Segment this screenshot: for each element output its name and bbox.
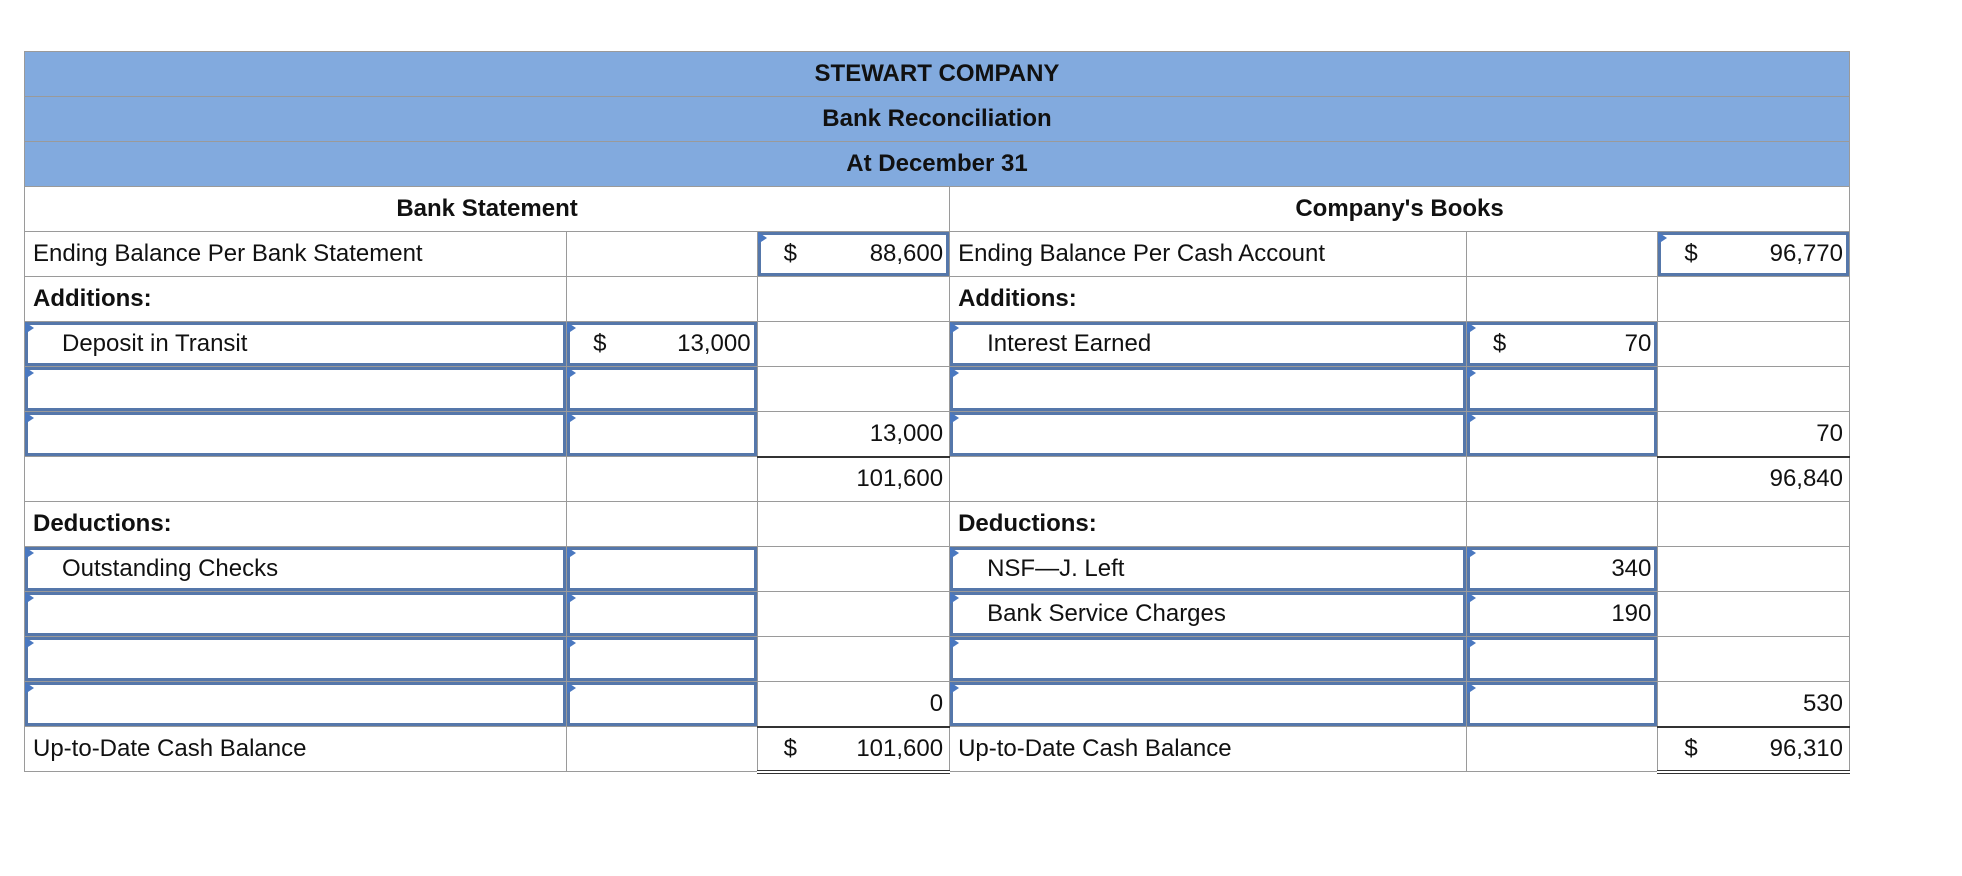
books-deduction-desc-input[interactable]: NSF—J. Left (950, 547, 1467, 592)
books-additions-label: Additions: (950, 277, 1467, 322)
report-title: Bank Reconciliation (25, 97, 1850, 142)
books-deductions-label: Deductions: (950, 502, 1467, 547)
bank-addition-desc-input[interactable]: Deposit in Transit (25, 322, 567, 367)
empty-cell (1466, 277, 1658, 322)
currency-symbol: $ (1684, 240, 1698, 267)
books-uptodate-label: Up-to-Date Cash Balance (950, 727, 1467, 772)
books-ending-value: 96,770 (1769, 240, 1843, 267)
empty-cell (1658, 322, 1850, 367)
books-deduction-desc-input[interactable]: Bank Service Charges (950, 592, 1467, 637)
books-addition-desc-input[interactable] (950, 367, 1467, 412)
empty-cell (1658, 502, 1850, 547)
bank-uptodate-label: Up-to-Date Cash Balance (25, 727, 567, 772)
empty-cell (757, 637, 950, 682)
books-deduction-amount-input[interactable] (1466, 682, 1658, 727)
empty-cell (757, 277, 950, 322)
books-uptodate-balance (1658, 727, 1850, 772)
bank-ending-label: Ending Balance Per Bank Statement (25, 232, 567, 277)
books-deduction-desc-input[interactable] (950, 682, 1467, 727)
bank-additions-total: 13,000 (757, 412, 950, 457)
bank-addition-amount-input[interactable] (567, 367, 757, 412)
books-addition-desc-input[interactable]: Interest Earned (950, 322, 1467, 367)
company-books-header: Company's Books (950, 187, 1850, 232)
empty-cell (1658, 547, 1850, 592)
bank-statement-header: Bank Statement (25, 187, 950, 232)
company-name: STEWART COMPANY (25, 52, 1850, 97)
bank-deduction-desc-input[interactable] (25, 592, 567, 637)
books-ending-input[interactable] (1658, 232, 1850, 277)
bank-uptodate-value: 101,600 (856, 734, 944, 762)
books-addition-amount: 70 (1624, 330, 1652, 357)
empty-cell (757, 322, 950, 367)
currency-symbol: $ (783, 240, 797, 267)
books-uptodate-value: 96,310 (1769, 734, 1843, 762)
bank-subtotal: 101,600 (757, 457, 950, 502)
bank-reconciliation-table (24, 51, 1850, 774)
empty-cell (1466, 502, 1658, 547)
books-deduction-amount-input[interactable]: 190 (1466, 592, 1658, 637)
empty-cell (1658, 367, 1850, 412)
bank-addition-amount-input[interactable] (567, 322, 757, 367)
bank-addition-amount-input[interactable] (567, 412, 757, 457)
empty-cell (567, 277, 757, 322)
books-deduction-amount-input[interactable] (1466, 637, 1658, 682)
empty-cell (25, 457, 567, 502)
bank-deduction-desc-input[interactable]: Outstanding Checks (25, 547, 567, 592)
books-ending-label: Ending Balance Per Cash Account (950, 232, 1467, 277)
empty-cell (1466, 727, 1658, 772)
empty-cell (757, 502, 950, 547)
books-addition-amount-input[interactable] (1466, 322, 1658, 367)
empty-cell (1658, 277, 1850, 322)
currency-symbol: $ (593, 330, 607, 357)
bank-deduction-amount-input[interactable] (567, 637, 757, 682)
empty-cell (757, 592, 950, 637)
bank-deduction-amount-input[interactable] (567, 592, 757, 637)
books-addition-amount-input[interactable] (1466, 412, 1658, 457)
bank-deductions-total: 0 (757, 682, 950, 727)
currency-symbol: $ (1684, 734, 1698, 762)
bank-addition-desc-input[interactable] (25, 412, 567, 457)
report-date: At December 31 (25, 142, 1850, 187)
bank-ending-input[interactable] (757, 232, 950, 277)
bank-uptodate-balance (757, 727, 950, 772)
empty-cell (757, 547, 950, 592)
bank-deduction-amount-input[interactable] (567, 682, 757, 727)
books-deductions-total: 530 (1658, 682, 1850, 727)
books-additions-total: 70 (1658, 412, 1850, 457)
books-deduction-amount-input[interactable]: 340 (1466, 547, 1658, 592)
empty-cell (950, 457, 1467, 502)
books-deduction-desc-input[interactable] (950, 637, 1467, 682)
empty-cell (567, 727, 757, 772)
currency-symbol: $ (783, 734, 797, 762)
empty-cell (1466, 457, 1658, 502)
bank-ending-value: 88,600 (869, 240, 944, 267)
bank-ending-blank (567, 232, 757, 277)
books-addition-amount-input[interactable] (1466, 367, 1658, 412)
empty-cell (1658, 592, 1850, 637)
books-subtotal: 96,840 (1658, 457, 1850, 502)
bank-addition-desc-input[interactable] (25, 367, 567, 412)
bank-additions-label: Additions: (25, 277, 567, 322)
books-addition-desc-input[interactable] (950, 412, 1467, 457)
bank-deduction-desc-input[interactable] (25, 682, 567, 727)
empty-cell (757, 367, 950, 412)
books-ending-blank (1466, 232, 1658, 277)
empty-cell (567, 502, 757, 547)
empty-cell (567, 457, 757, 502)
bank-addition-amount: 13,000 (677, 330, 751, 357)
bank-deduction-desc-input[interactable] (25, 637, 567, 682)
currency-symbol: $ (1492, 330, 1507, 357)
bank-deductions-label: Deductions: (25, 502, 567, 547)
bank-deduction-amount-input[interactable] (567, 547, 757, 592)
empty-cell (1658, 637, 1850, 682)
